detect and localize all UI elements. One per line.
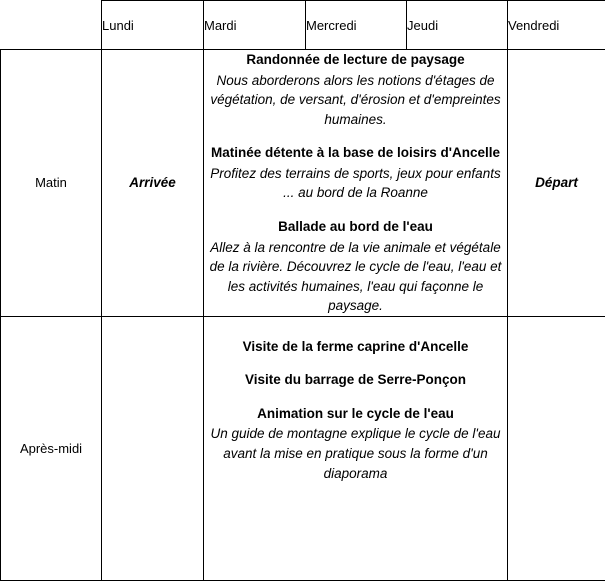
activity-item	[204, 337, 507, 357]
activity-item	[204, 50, 507, 129]
column-header-mercredi: Mercredi	[306, 1, 407, 50]
cell-matin-vendredi	[508, 50, 605, 317]
activity-title: Matinée détente à la base de loisirs d'Ancelle	[204, 143, 507, 163]
row-label-matin: Matin	[1, 50, 102, 317]
column-header-lundi: Lundi	[102, 1, 204, 50]
column-header-mardi: Mardi	[204, 1, 306, 50]
departure-label: Départ	[535, 175, 578, 190]
cell-apres-midi-vendredi	[508, 316, 605, 580]
header-corner-cell	[1, 1, 102, 50]
cell-matin-lundi	[102, 50, 204, 317]
cell-apres-midi-activities	[204, 316, 508, 580]
arrival-label: Arrivée	[129, 175, 176, 190]
table-row	[1, 50, 605, 317]
activity-title: Randonnée de lecture de paysage	[204, 50, 507, 70]
cell-matin-activities	[204, 50, 508, 317]
column-header-vendredi: Vendredi	[508, 1, 605, 50]
table-row	[1, 316, 605, 580]
activity-title: Visite du barrage de Serre-Ponçon	[204, 370, 507, 390]
column-header-jeudi: Jeudi	[407, 1, 508, 50]
activity-item	[204, 217, 507, 316]
activity-item	[204, 370, 507, 390]
table-header-row	[1, 1, 605, 50]
row-label-apres-midi: Après-midi	[1, 316, 102, 580]
activity-description: Nous aborderons alors les notions d'étages de végétation, de versant, d'érosion et d'empreintes humaines.	[204, 71, 507, 130]
cell-apres-midi-lundi	[102, 316, 204, 580]
activity-description: Allez à la rencontre de la vie animale et végétale de la rivière. Découvrez le cycle de l'eau, l'eau et les activités humaines, l'eau qui façonne le paysage.	[204, 238, 507, 316]
activity-item	[204, 143, 507, 203]
activity-description: Profitez des terrains de sports, jeux pour enfants ... au bord de la Roanne	[204, 164, 507, 203]
activity-title: Visite de la ferme caprine d'Ancelle	[204, 337, 507, 357]
activity-title: Animation sur le cycle de l'eau	[204, 404, 507, 424]
activity-item	[204, 404, 507, 483]
activity-description: Un guide de montagne explique le cycle de l'eau avant la mise en pratique sous la forme d'un diaporama	[204, 424, 507, 483]
activity-title: Ballade au bord de l'eau	[204, 217, 507, 237]
